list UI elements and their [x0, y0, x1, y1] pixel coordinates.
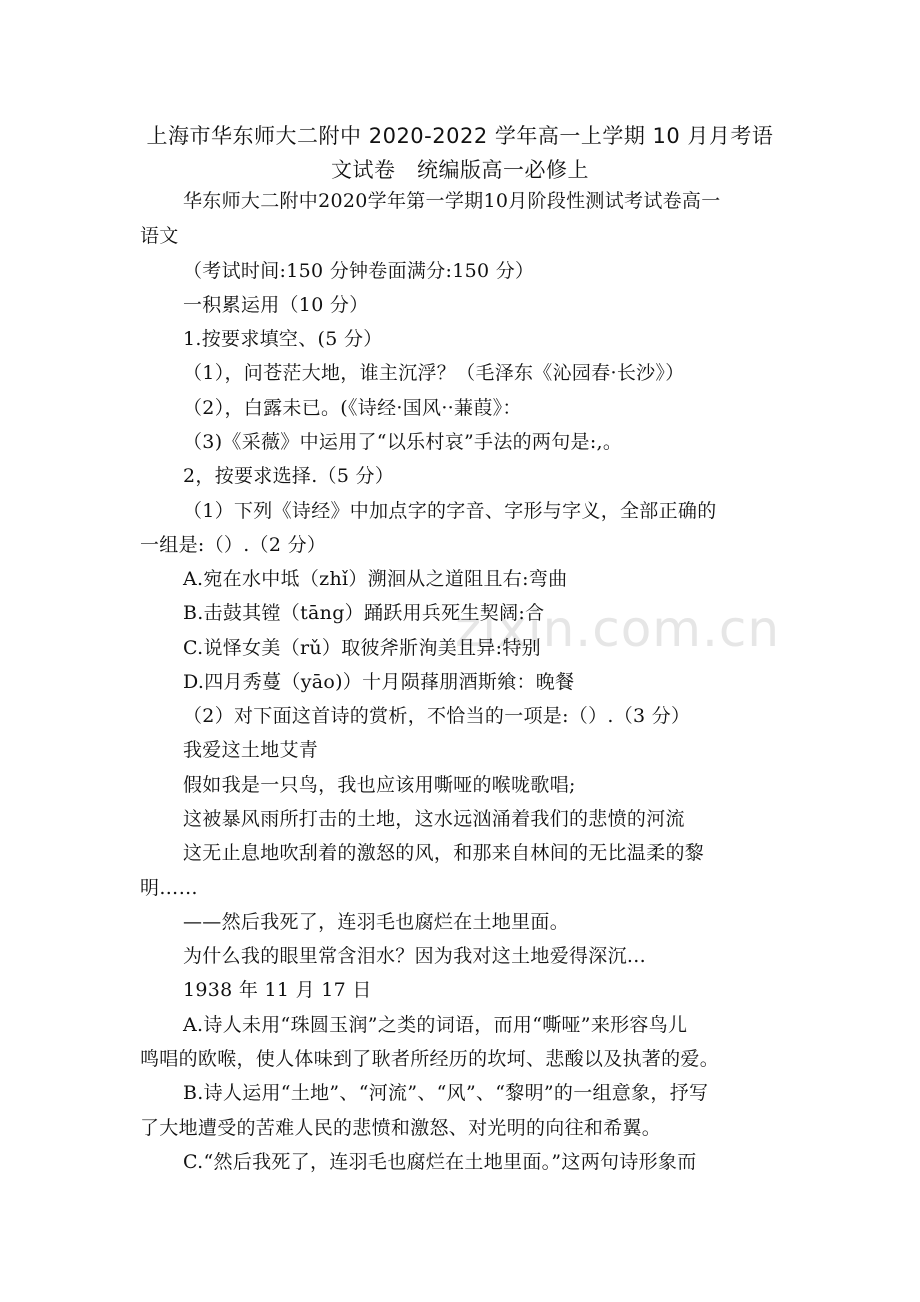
text-line: （2），白露未已。(《诗经·国风··蒹葭》： — [183, 397, 522, 419]
text-line: 语文 — [140, 225, 179, 247]
poem-line: 这无止息地吹刮着的激怒的风，和那来自林间的无比温柔的黎 — [183, 842, 705, 864]
poem-line: 这被暴风雨所打击的土地，这水远汹涌着我们的悲愤的河流 — [183, 808, 685, 830]
text-line: 鸣唱的欧喉，使人体味到了耿者所经历的坎坷、悲酸以及执著的爱。 — [140, 1048, 720, 1070]
poem-date: 1938 年 11 月 17 日 — [183, 979, 372, 1001]
document-title-line-2: 文试卷 统编版高一必修上 — [331, 158, 589, 182]
text-line: 华东师大二附中2020学年第一学期10月阶段性测试考试卷高一 — [183, 190, 721, 212]
poem-title: 我爱这土地艾青 — [183, 739, 319, 761]
answer-option: A.宛在水中坻（zhǐ）溯洄从之道阻且右:弯曲 — [183, 568, 568, 590]
text-line: （考试时间:150 分钟卷面满分:150 分） — [183, 260, 535, 282]
text-line: 了大地遭受的苦难人民的悲愤和激怒、对光明的向往和希翼。 — [140, 1117, 662, 1139]
document-title-line-1: 上海市华东师大二附中 2020-2022 学年高一上学期 10 月月考语 — [146, 124, 774, 148]
text-line: （3)《采薇》中运用了“以乐村哀”手法的两句是:,。 — [183, 431, 623, 453]
text-line: 一组是:（）.（2 分） — [140, 534, 327, 556]
answer-option: C.“然后我死了，连羽毛也腐烂在土地里面。”这两句诗形象而 — [183, 1151, 697, 1173]
answer-option: A.诗人未用“珠圆玉润”之类的词语，而用“嘶哑”来形容鸟儿 — [183, 1014, 688, 1036]
answer-option: D.四月秀蔓（yāo)）十月陨萚朋酒斯飨：晚餐 — [183, 671, 575, 693]
section-heading: 一积累运用（10 分） — [183, 294, 369, 316]
answer-option: C.说怿女美（rǔ）取彼斧斨洵美且异:特别 — [183, 637, 541, 659]
poem-line: 明…… — [140, 877, 198, 899]
text-line: （1），问苍茫大地，谁主沉浮？（毛泽东《沁园春·长沙》） — [183, 362, 685, 384]
question-heading: 1.按要求填空、(5 分） — [183, 328, 383, 350]
poem-line: ——然后我死了，连羽毛也腐烂在土地里面。 — [183, 911, 570, 933]
poem-line: 假如我是一只鸟，我也应该用嘶哑的喉咙歌唱; — [183, 774, 576, 796]
text-line: （1）下列《诗经》中加点字的字音、字形与字义，全部正确的 — [183, 500, 717, 522]
answer-option: B.击鼓其镗（tāng）踊跃用兵死生契阔:合 — [183, 602, 545, 624]
answer-option: B.诗人运用“土地”、“河流”、“风”、“黎明”的一组意象，抒写 — [183, 1082, 709, 1104]
watermark: zixin.com.cn — [455, 600, 781, 658]
poem-line: 为什么我的眼里常含泪水？因为我对这土地爱得深沉... — [183, 945, 646, 967]
text-line: （2）对下面这首诗的赏析，不恰当的一项是:（）.（3 分） — [183, 705, 691, 727]
question-heading: 2，按要求选择.（5 分） — [183, 465, 395, 487]
